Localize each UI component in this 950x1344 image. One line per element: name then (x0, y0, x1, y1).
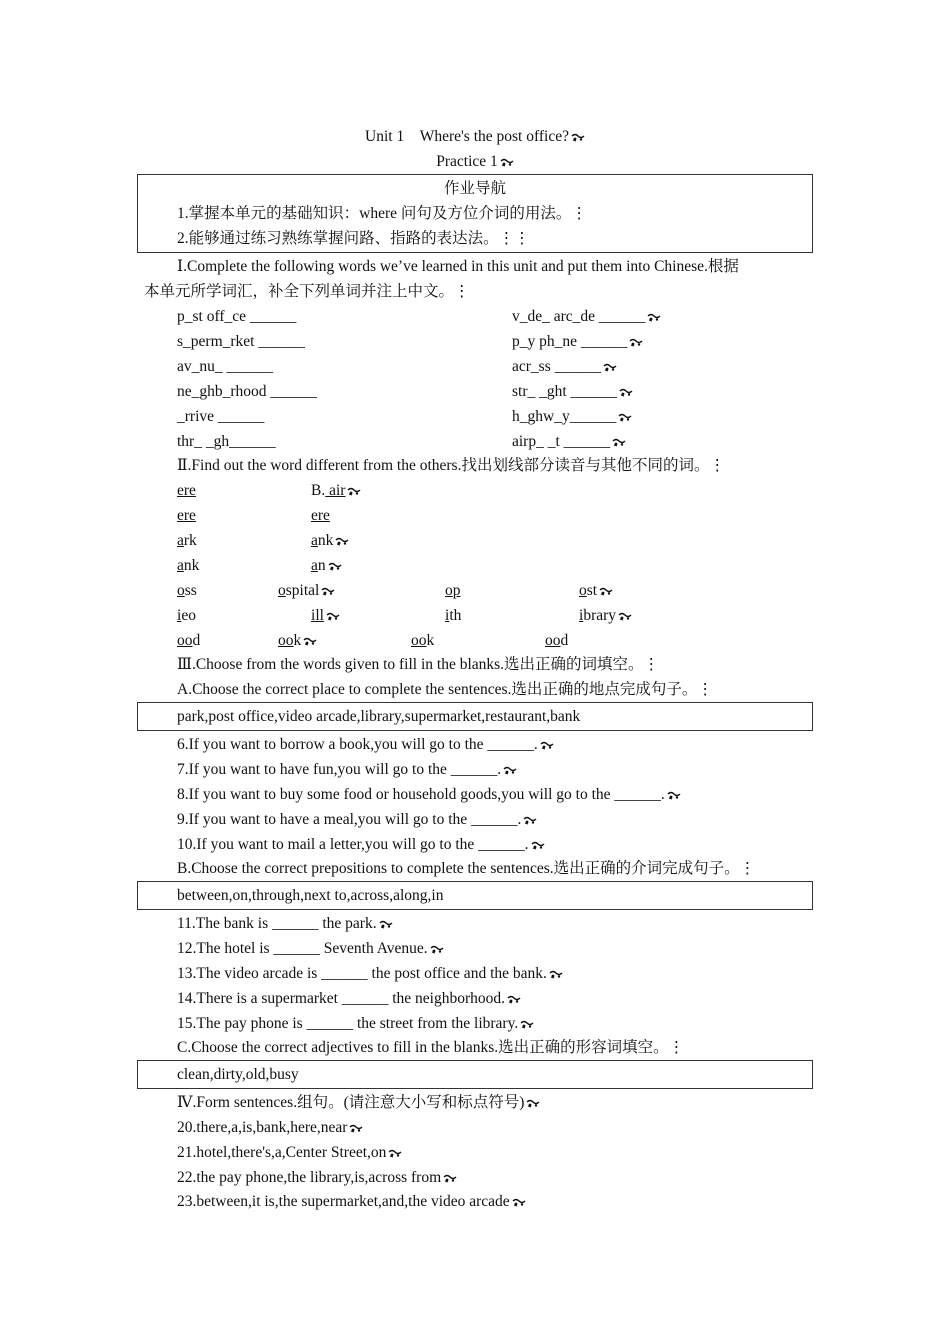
phonics-option: op (445, 582, 461, 599)
word-item: acr_ss ______ (512, 357, 617, 377)
phonics-option: ill (311, 606, 340, 626)
mark-icon (500, 158, 514, 167)
phonics-option: ark (177, 532, 197, 549)
question-item: 11.The bank is ______ the park. (177, 914, 393, 934)
mark-icon (347, 487, 361, 496)
word-item: v_de_ arc_de ______ (512, 307, 661, 327)
word-item: s_perm_rket ______ (177, 333, 305, 350)
section-1-heading-cont: 本单元所学词汇，补全下列单词并注上中文。⋮ (144, 283, 470, 300)
question-item: 20.there,a,is,bank,here,near (177, 1118, 363, 1138)
word-item: ne_ghb_rhood ______ (177, 383, 317, 400)
phonics-option: ere (311, 507, 330, 524)
part-b-heading: B.Choose the correct prepositions to complete the sentences.选出正确的介词完成句子。⋮ (177, 860, 756, 877)
phonics-option: ook (278, 631, 317, 651)
section-4-heading: Ⅳ.Form sentences.组句。(请注意大小写和标点符号) (177, 1093, 540, 1113)
page-title: Unit 1 Where's the post office? (0, 127, 950, 147)
mark-icon (619, 388, 633, 397)
question-item: 14.There is a supermarket ______ the neighborhood. (177, 989, 521, 1009)
phonics-option: ospital (278, 581, 335, 601)
mark-icon (540, 741, 554, 750)
question-item: 12.The hotel is ______ Seventh Avenue. (177, 939, 444, 959)
question-item: 21.hotel,there's,a,Center Street,on (177, 1143, 402, 1163)
mark-icon (503, 766, 517, 775)
phonics-option: ere (177, 507, 196, 524)
part-c-heading: C.Choose the correct adjectives to fill in the blanks.选出正确的形容词填空。⋮ (177, 1039, 685, 1056)
question-item: 6.If you want to borrow a book,you will go to the ______. (177, 735, 554, 755)
mark-icon (571, 133, 585, 142)
word-item: p_y ph_ne ______ (512, 332, 643, 352)
mark-icon (629, 338, 643, 347)
phonics-option: ood (177, 632, 201, 649)
mark-icon (667, 791, 681, 800)
mark-icon (335, 537, 349, 546)
mark-icon (328, 562, 342, 571)
word-item: str_ _ght ______ (512, 382, 633, 402)
phonics-option: ood (545, 632, 569, 649)
guide-item: 2.能够通过练习熟练掌握问路、指路的表达法。⋮⋮ (177, 230, 530, 247)
mark-icon (321, 587, 335, 596)
mark-icon (520, 1020, 534, 1029)
word-item: thr_ _gh______ (177, 433, 276, 450)
mark-icon (443, 1174, 457, 1183)
mark-icon (430, 945, 444, 954)
mark-icon (512, 1198, 526, 1207)
part-a-heading: A.Choose the correct place to complete the sentences.选出正确的地点完成句子。⋮ (177, 681, 713, 698)
mark-icon (531, 841, 545, 850)
question-item: 22.the pay phone,the library,is,across from (177, 1168, 457, 1188)
question-item: 13.The video arcade is ______ the post office and the bank. (177, 964, 563, 984)
word-item: p_st off_ce ______ (177, 308, 297, 325)
phonics-option: ith (445, 607, 462, 624)
word-item: airp_ _t ______ (512, 432, 626, 452)
guide-item: 1.掌握本单元的基础知识：where 问句及方位介词的用法。⋮ (177, 205, 587, 222)
phonics-option: ere (177, 482, 196, 499)
question-item: 15.The pay phone is ______ the street from the library. (177, 1014, 534, 1034)
word-bank-a-text: park,post office,video arcade,library,supermarket,restaurant,bank (177, 708, 581, 725)
mark-icon (549, 970, 563, 979)
phonics-option: ank (311, 531, 349, 551)
mark-icon (349, 1124, 363, 1133)
phonics-option: ost (579, 581, 613, 601)
page-subtitle: Practice 1 (0, 152, 950, 172)
word-item: _rrive ______ (177, 408, 265, 425)
phonics-option: B. air (311, 481, 361, 501)
mark-icon (599, 587, 613, 596)
phonics-option: ibrary (579, 606, 632, 626)
word-bank-b-text: between,on,through,next to,across,along,in (177, 887, 444, 904)
guide-heading: 作业导航 (443, 180, 506, 197)
mark-icon (326, 612, 340, 621)
mark-icon (303, 637, 317, 646)
question-item: 10.If you want to mail a letter,you will go to the ______. (177, 835, 545, 855)
mark-icon (618, 612, 632, 621)
question-item: 8.If you want to buy some food or household goods,you will go to the ______. (177, 785, 681, 805)
mark-icon (526, 1099, 540, 1108)
word-item: h_ghw_y______ (512, 407, 632, 427)
mark-icon (612, 438, 626, 447)
word-item: av_nu_ ______ (177, 358, 274, 375)
section-3-heading: Ⅲ.Choose from the words given to fill in the blanks.选出正确的词填空。⋮ (177, 656, 660, 673)
question-item: 7.If you want to have fun,you will go to the ______. (177, 760, 517, 780)
phonics-option: ank (177, 557, 200, 574)
mark-icon (507, 995, 521, 1004)
mark-icon (647, 313, 661, 322)
mark-icon (388, 1149, 402, 1158)
section-2-heading: Ⅱ.Find out the word different from the others.找出划线部分读音与其他不同的词。⋮ (177, 457, 725, 474)
question-item: 9.If you want to have a meal,you will go to the ______. (177, 810, 537, 830)
question-item: 23.between,it is,the supermarket,and,the video arcade (177, 1192, 526, 1212)
phonics-option: ieo (177, 607, 196, 624)
word-bank-c-text: clean,dirty,old,busy (177, 1066, 299, 1083)
phonics-option: ook (411, 632, 435, 649)
mark-icon (603, 363, 617, 372)
section-1-heading: Ⅰ.Complete the following words we’ve learned in this unit and put them into Chinese.根据 (177, 258, 739, 275)
phonics-option: an (311, 556, 342, 576)
mark-icon (523, 816, 537, 825)
phonics-option: oss (177, 582, 197, 599)
mark-icon (618, 413, 632, 422)
mark-icon (379, 920, 393, 929)
